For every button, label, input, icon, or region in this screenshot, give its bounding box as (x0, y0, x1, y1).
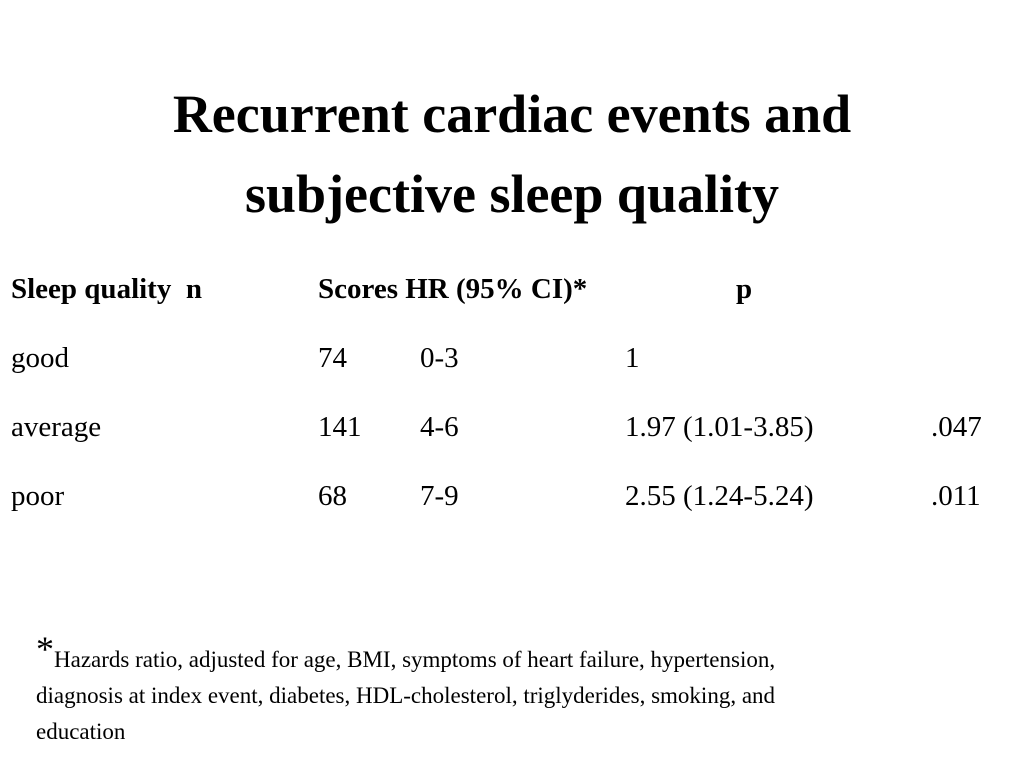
table-cell-n: 68 (318, 480, 347, 512)
table-cell-scores: 4-6 (420, 411, 459, 443)
table-cell-scores: 7-9 (420, 480, 459, 512)
footnote-marker: * (36, 629, 54, 669)
table-cell-scores: 0-3 (420, 342, 459, 374)
table-cell-n: 74 (318, 342, 347, 374)
header-p: p (736, 273, 753, 305)
footnote-line-3: education (36, 719, 126, 744)
table-cell-n: 141 (318, 411, 362, 443)
table-cell-hr: 1 (625, 342, 640, 374)
table-cell-p: .047 (931, 411, 982, 443)
footnote-text-1: Hazards ratio, adjusted for age, BMI, symptoms of heart failure, hypertension, (54, 647, 776, 672)
table-cell-hr: 1.97 (1.01-3.85) (625, 411, 814, 443)
footnote-line-2: diagnosis at index event, diabetes, HDL-cholesterol, triglyderides, smoking, and (36, 683, 776, 708)
table-cell-quality: poor (11, 480, 65, 512)
header-scores-hr: Scores HR (95% CI)* (318, 273, 588, 305)
slide-title-line-2: subjective sleep quality (245, 164, 779, 224)
footnote (36, 629, 996, 750)
table-cell-quality: average (11, 411, 102, 443)
table-cell-quality: good (11, 342, 69, 374)
table-cell-p: .011 (931, 480, 981, 512)
header-sleep-quality-n: Sleep quality n (11, 273, 202, 305)
footnote-line-1 (36, 629, 996, 678)
table-cell-hr: 2.55 (1.24-5.24) (625, 480, 814, 512)
slide-title (0, 74, 1024, 234)
slide-title-line-1: Recurrent cardiac events and (172, 84, 852, 144)
